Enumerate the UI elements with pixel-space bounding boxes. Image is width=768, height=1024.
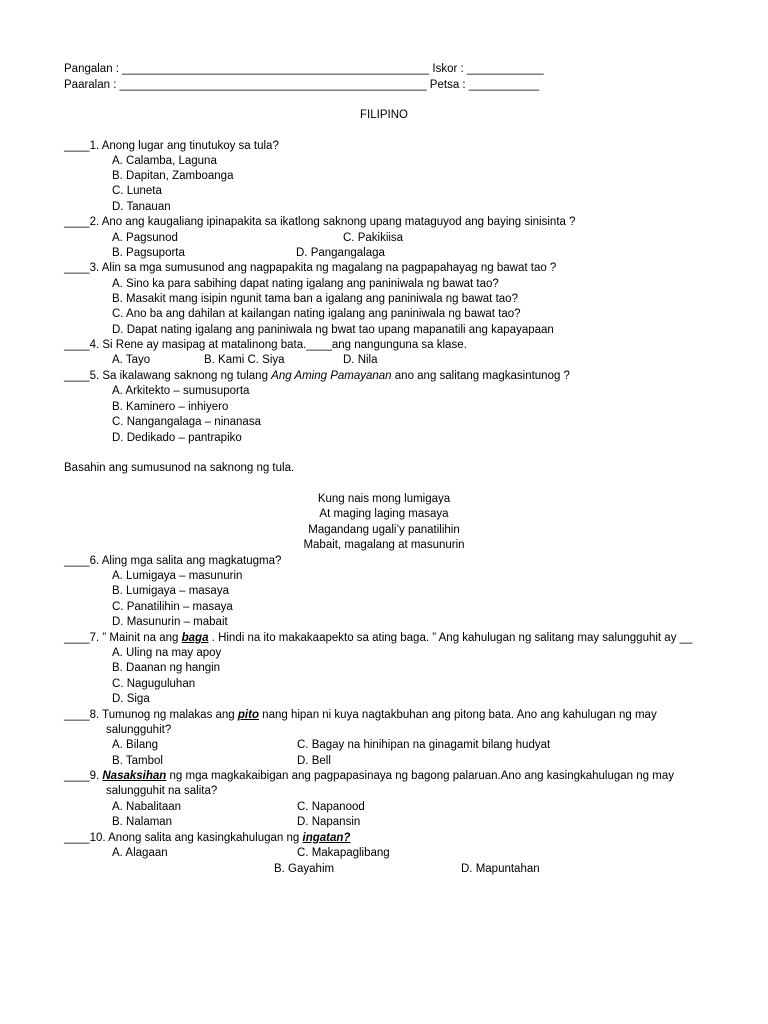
question-3: ____3. Alin sa mga sumusunod ang nagpapakita ng magalang na pagpapahayag ng bawat tao ? [64,262,557,274]
q2-choice-a: A. Pagsunod [112,232,178,244]
q6-choice-a: A. Lumigaya – masunurin [112,570,243,582]
q1-choice-d: D. Tanauan [112,201,171,213]
q9-stem-pre: ____9. [64,770,103,782]
poem-line-2: At maging laging masaya [319,508,449,520]
q7-choice-c: C. Naguguluhan [112,678,196,690]
question-8 [64,708,657,722]
question-1: ____1. Anong lugar ang tinutukoy sa tula? [64,140,279,152]
q9-choice-d: D. Napansin [297,816,361,828]
q10-choice-c: C. Makapaglibang [297,847,390,859]
q6-choice-d: D. Masunurin – mabait [112,616,228,628]
q3-choice-b: B. Masakit mang isipin ngunit tama ban a igalang ang paniniwala ng bawat tao? [112,293,518,305]
q2-choice-b: B. Pagsuporta [112,247,185,259]
q3-choice-d: D. Dapat nating igalang ang paniniwala ng bwat tao upang mapanatili ang kapayapaan [112,324,554,336]
q1-choice-a: A. Calamba, Laguna [112,155,217,167]
q6-choice-c: C. Panatilihin – masaya [112,601,233,613]
q8-choice-a: A. Bilang [112,739,159,751]
q10-choice-a: A. Alagaan [112,847,168,859]
q8-stem-post: nang hipan ni kuya nagtakbuhan ang pitong bata. Ano ang kahulugan ng may [258,709,657,721]
q5-stem-post: ano ang salitang magkasintunog ? [391,370,570,382]
q7-stem-pre: ____7. ” Mainit na ang [64,632,182,644]
q3-choice-c: C. Ano ba ang dahilan at kailangan nating igalang ang paniniwala ng bawat tao? [112,308,521,320]
q2-choice-c: C. Pakikiisa [343,232,404,244]
q10-underlined-word: ingatan? [302,832,351,844]
q8-choice-d: D. Bell [297,755,331,767]
school-date-line: Paaralan : ________________________________________________ Petsa : ___________ [64,79,540,91]
q5-choice-d: D. Dedikado – pantrapiko [112,432,242,444]
q7-stem-post: . Hindi na ito makakaapekto sa ating baga. ” Ang kahulugan ng salitang may salungguhit ay __ [208,632,693,644]
question-6: ____6. Aling mga salita ang magkatugma? [64,555,282,567]
poem-line-1: Kung nais mong lumigaya [317,493,451,505]
q7-choice-d: D. Siga [112,693,150,705]
q6-choice-b: B. Lumigaya – masaya [112,585,229,597]
question-9 [64,769,674,783]
q4-choice-a: A. Tayo [112,354,151,366]
q3-choice-a: A. Sino ka para sabihing dapat nating igalang ang paniniwala ng bawat tao? [112,278,499,290]
q10-stem-pre: ____10. Anong salita ang kasingkahulugan ng [64,832,303,844]
q9-choice-a: A. Nabalitaan [112,801,182,813]
name-score-line: Pangalan : ________________________________________________ Iskor : ____________ [64,63,544,75]
q8-choice-c: C. Bagay na hinihipan na ginagamit bilang hudyat [297,739,551,751]
q5-choice-b: B. Kaminero – inhiyero [112,401,229,413]
q2-choice-d: D. Pangangalaga [296,247,385,259]
q10-choice-d: D. Mapuntahan [461,863,540,875]
q1-choice-b: B. Dapitan, Zamboanga [112,170,234,182]
question-2: ____2. Ano ang kaugaliang ipinapakita sa ikatlong saknong upang mataguyod ang baying sinisinta ? [64,216,576,228]
q7-choice-b: B. Daanan ng hangin [112,662,221,674]
q7-choice-a: A. Uling na may apoy [112,647,222,659]
question-7 [64,631,692,645]
q5-stem-pre: ____5. Sa ikalawang saknong ng tulang [64,370,272,382]
q9-choice-c: C. Napanood [297,801,365,813]
q8-choice-b: B. Tambol [112,755,163,767]
q10-choice-b: B. Gayahim [274,863,335,875]
q9-choice-b: B. Nalaman [112,816,173,828]
question-10 [64,831,350,845]
instruction: Basahin ang sumusunod na saknong ng tula. [64,462,295,474]
q5-choice-c: C. Nangangalaga – ninanasa [112,416,261,428]
q8-stem-pre: ____8. Tumunog ng malakas ang [64,709,238,721]
q9-stem-post: ng mga magkakaibigan ang pagpapasinaya ng bagong palaruan.Ano ang kasingkahulugan ng may [166,770,674,782]
question-5 [64,369,570,383]
q5-poem-title: Ang Aming Pamayanan [271,370,392,382]
q9-underlined-word: Nasaksihan [102,770,167,782]
poem-line-3: Magandang ugali’y panatilihin [308,524,460,536]
q4-choice-bc: B. Kami C. Siya [204,354,285,366]
question-8-cont: salungguhit? [106,724,172,736]
question-4: ____4. Si Rene ay masipag at matalinong bata.____ang nangunguna sa klase. [64,339,467,351]
q8-underlined-word: pito [237,709,259,721]
q7-underlined-word: baga [181,632,209,644]
poem-line-4: Mabait, magalang at masunurin [303,539,465,551]
q4-choice-d: D. Nila [343,354,378,366]
page-title: FILIPINO [360,109,408,121]
q5-choice-a: A. Arkitekto – sumusuporta [112,385,250,397]
question-9-cont: salungguhit na salita? [106,785,218,797]
q1-choice-c: C. Luneta [112,185,162,197]
